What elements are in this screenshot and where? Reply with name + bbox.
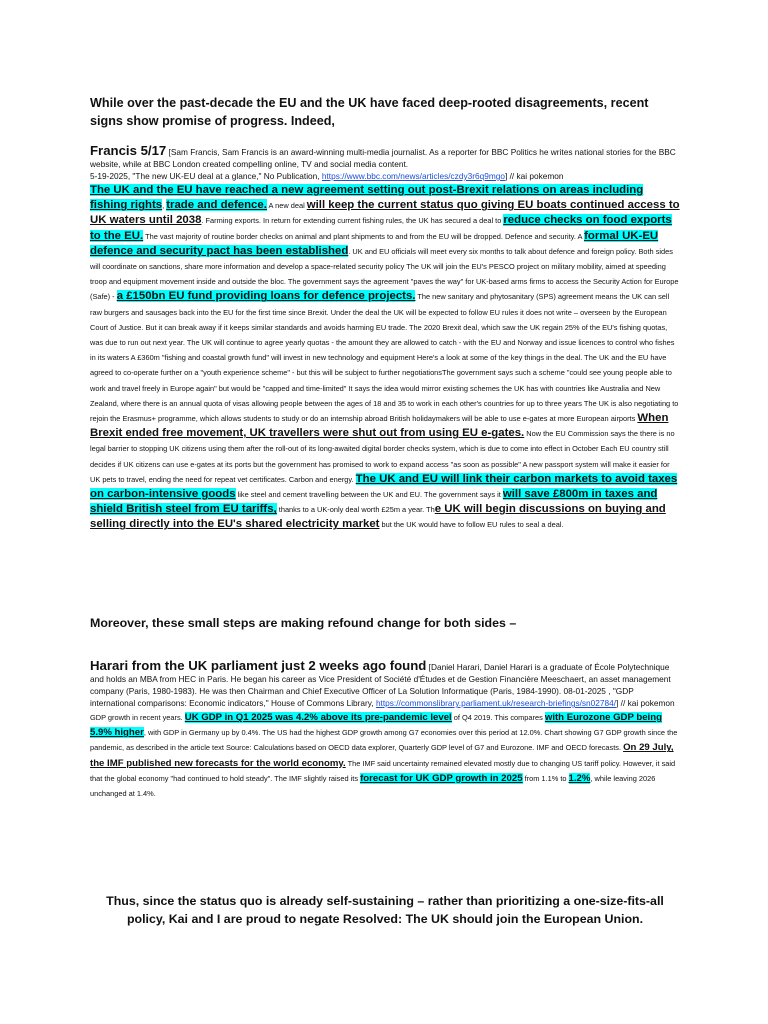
text-run: . Farming exports. In return for extending current fishing rules, the UK has secured a deal to	[201, 216, 504, 226]
card-tag: Francis 5/17	[90, 143, 167, 158]
text-run: GDP growth in recent years.	[90, 713, 185, 722]
text-run: The IMF said uncertainty remained elevated mostly due to changing US tariff policy. However, it said that the global economy "had continued to hold steady". The IMF slightly raised its	[90, 758, 676, 783]
text-run: The vast majority of routine border checks on animal and plant shipments to and from the EU will be dropped. Defence and security. A	[143, 231, 585, 241]
text-run: A new deal	[266, 201, 307, 211]
underline: On 29 July, the IMF published new forecasts for the world economy.	[90, 742, 674, 769]
highlight: a £150bn EU fund providing loans for defence projects.	[116, 290, 416, 303]
evidence-card-harari	[90, 660, 680, 801]
text-run: thanks to a UK-only deal worth £25m a year. Th	[276, 505, 435, 515]
citation-date: 5-19-2025, "The new UK-EU deal at a glance," No Publication,	[90, 171, 322, 181]
citation-text: [Daniel Harari, Daniel Harari is a graduate of École Polytechnique and holds an MBA from HEC in Paris. He began his career as Vice President of Société d'Études et de Gestion Financière Meeschaert, an asset management company (Paris, 1980-1983). He was then Chairman and Chief Executive Officer of La Solution Informatique (Paris, 1984-1990). 08-01-2025 , "GDP international comparisons: Economic indicators," House of Commons Library,	[90, 662, 671, 708]
text-run: but the UK would have to follow EU rules to seal a deal.	[379, 520, 564, 530]
citation-signoff: ] // kai pokemon	[616, 698, 675, 708]
conclusion-paragraph: Thus, since the status quo is already self-sustaining – rather than prioritizing a one-size-fits-all policy, Kai and I are proud to negate Resolved: The UK should join the European Union.	[106, 894, 664, 926]
citation	[90, 145, 680, 182]
evidence-text	[90, 710, 680, 801]
underline: will keep the current status quo giving EU boats continued access to UK waters until 2038	[90, 199, 680, 227]
citation-signoff: ] // kai pokemon	[504, 171, 564, 181]
text-run: like steel and cement travelling between the UK and EU. The government says it	[235, 490, 503, 500]
highlight: trade and defence.	[166, 199, 267, 212]
text-run: of Q4 2019. This compares	[451, 713, 545, 722]
highlight: UK GDP in Q1 2025 was 4.2% above its pre-pandemic level	[184, 712, 452, 723]
highlight: with Eurozone GDP being 5.9% higher	[90, 712, 662, 739]
evidence-text	[90, 183, 680, 533]
highlight: The UK and EU will link their carbon markets to avoid taxes on carbon-intensive goods	[90, 472, 678, 501]
citation-text: [Sam Francis, Sam Francis is an award-winning multi-media journalist. As a reporter for BBC Politics he writes national stories for the BBC website, while at BBC London created compelling online, TV and social media content.	[90, 147, 676, 169]
text-run: . UK and EU officials will meet every six months to talk about defence and foreign policy. Both sides will coordinate on sanctions, share more information and develop a space-related security policy The UK will join the EU's PESCO project on military mobility, aimed at speeding troop and equipment movement inside and outside the bloc. The government says the agreement "paves the way" for UK-based arms firms to access the Security Action for Europe (Safe) -	[90, 246, 679, 302]
text-run: Now the EU Commission says the there is no legal barrier to stopping UK citizens using them after the roll-out of its long-awaited digital border checks system, which is due to come into effect in October Each EU country still decides if UK citizens can use e-gates at its ports but the government has promised to work to expand access "as soon as possible" A new passport system will make it easier for UK pets to travel, ending the need for repeat vet certificates. Carbon and energy.	[90, 429, 675, 484]
text-run: The new sanitary and phytosanitary (SPS) agreement means the UK can sell raw burgers and sausages back into the EU for the first time since Brexit. Under the deal the UK will be expected to follow EU rules it does not write – overseen by the European Court of Justice. But it can break away if it keeps similar standards and avoids harming EU trade. The 2020 Brexit deal, which saw the UK regain 25% of the EU's fishing quotas, was due to run out next year. The UK will continue to agree yearly quotas - the amount they are allowed to catch - with the EU and Norway and issue licences to control who fishes in its waters A £360m "fishing and coastal growth fund" will invest in new technology and equipment Here's a look at some of the key things in the deal. The UK and the EU have agreed to co-operate further on a "youth experience scheme" - but this will be subject to further negotiationsThe government says such a scheme "could see young people able to work and travel freely in Europe again" but would be "capped and time-limited" It says the idea would mirror existing schemes the UK has with countries like Australia and New Zealand, where there is an annual quota of visas allowing people between the ages of 18 and 35 to work in each other's countries for up to three years The UK is also negotiating to rejoin the Erasmus+ programme, which allows students to study or do an internship abroad British holidaymakers will be able to use e-gates at more European airports	[90, 292, 679, 424]
highlight: reduce checks on food exports to the EU.	[90, 214, 672, 242]
highlight: forecast for UK GDP growth in 2025	[360, 772, 523, 784]
text-run: from 1.1% to	[522, 773, 569, 783]
citation	[90, 660, 680, 709]
intro-paragraph: While over the past-decade the EU and the UK have faced deep-rooted disagreements, recent signs show promise of progress. Indeed,	[90, 96, 649, 128]
highlight: 1.2%	[568, 772, 591, 784]
text-run: ,	[162, 201, 167, 211]
highlight: formal UK-EU defence and security pact has been established	[90, 229, 659, 257]
underline: When Brexit ended free movement, UK travellers were shut out from using EU e-gates.	[90, 412, 669, 440]
underline: e UK will begin discussions on buying and selling directly into the EU's shared electricity market	[90, 503, 666, 531]
source-link[interactable]: https://www.bbc.com/news/articles/czdy3r6q9mgo	[321, 171, 505, 181]
highlight: The UK and the EU have reached a new agreement setting out post-Brexit relations on areas including fishing rights	[90, 184, 644, 212]
text-run: , with GDP in Germany up by 0.4%. The US had the highest GDP growth among G7 economies over this period at 12.0%. Chart showing G7 GDP growth since the pandemic, as described in the article text Source: Calculations based on OECD data explorer, Quarterly GDP level of G7 and Eurozone. IMF and OECD forecasts.	[90, 728, 678, 753]
evidence-card-francis	[90, 145, 680, 533]
card-tag: Harari from the UK parliament just 2 weeks ago found	[90, 658, 427, 673]
highlight: will save £800m in taxes and shield British steel from EU tariffs,	[90, 488, 658, 516]
transition-heading: Moreover, these small steps are making refound change for both sides –	[90, 616, 517, 630]
text-run: , while leaving 2026 unchanged at 1.4%.	[90, 773, 656, 799]
source-link[interactable]: https://commonslibrary.parliament.uk/research-briefings/sn02784/	[375, 698, 617, 708]
